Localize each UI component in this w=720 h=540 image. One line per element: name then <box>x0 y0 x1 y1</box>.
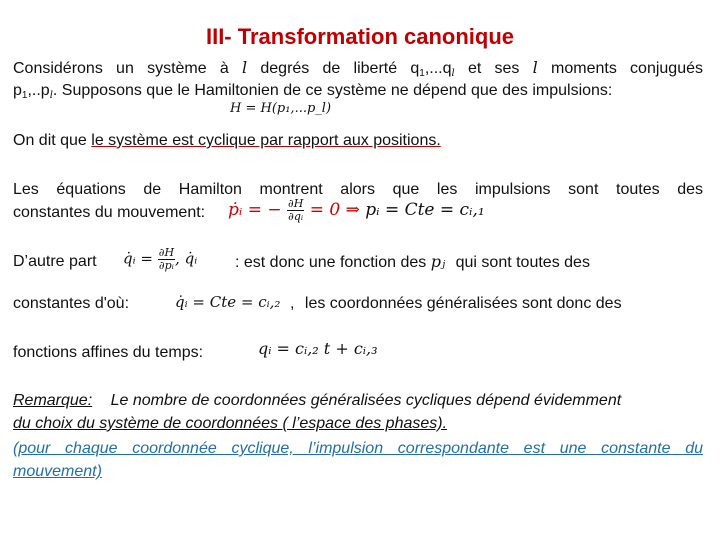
paragraph-system-line2: $p_1,..p_l$. Supposons que le Hamiltonien de ce système ne dépend que des impulsions: <box>13 82 613 101</box>
remark-line1: Remarque: Le nombre de coordonnées généralisées cycliques dépend évidemment <box>13 392 622 409</box>
paragraph-cyclic: On dit que le système est cyclique par rapport aux positions. <box>13 132 441 149</box>
function-of-momenta-text: : est donc une fonction des pⱼ qui sont toutes des <box>235 252 590 271</box>
affine-time-equation: qᵢ = cᵢ,₂ t + cᵢ,₃ <box>258 339 378 358</box>
paragraph-dautre-part: D’autre part <box>13 253 97 270</box>
hamiltonian-formula: H = H(p₁,...p_l) <box>230 101 332 116</box>
generalized-coordinates-text: , les coordonnées généralisées sont donc des <box>290 295 622 312</box>
remark-note-line2: mouvement) <box>13 463 102 480</box>
remark-label: Remarque: <box>13 392 93 409</box>
remark-line2: du choix du système de coordonnées ( l’espace des phases). <box>13 415 448 432</box>
velocity-equation: q̇ᵢ = $\frac{\partial H}{\text{∂pᵢ}}$ , q̇ᵢ <box>123 246 198 272</box>
cyclic-statement: le système est cyclique par rapport aux positions. <box>91 132 441 149</box>
remark-note-line1: (pour chaque coordonnée cyclique, l’impulsion correspondante est une constante du <box>13 440 703 457</box>
paragraph-system: Considérons un système à l degrés de liberté $q_1,...q_l$ et ses l moments conjugués <box>13 58 704 79</box>
paragraph-constantes: constantes d'où: <box>13 295 130 312</box>
hamilton-momentum-equation: ṗᵢ = − $\frac{\partial H}{\text{∂qᵢ}}$ = 0 ⇒ pᵢ = Cte = cᵢ,₁ <box>228 197 485 223</box>
page-title: III- Transformation canonique <box>205 24 515 49</box>
paragraph-affine: fonctions affines du temps: <box>13 344 204 361</box>
paragraph-hamilton-line1: Les équations de Hamilton montrent alors que les impulsions sont toutes des <box>13 181 703 198</box>
velocity-constant-equation: q̇ᵢ = Cte = cᵢ,₂ <box>175 293 281 311</box>
paragraph-hamilton-line2: constantes du mouvement: <box>13 204 206 221</box>
